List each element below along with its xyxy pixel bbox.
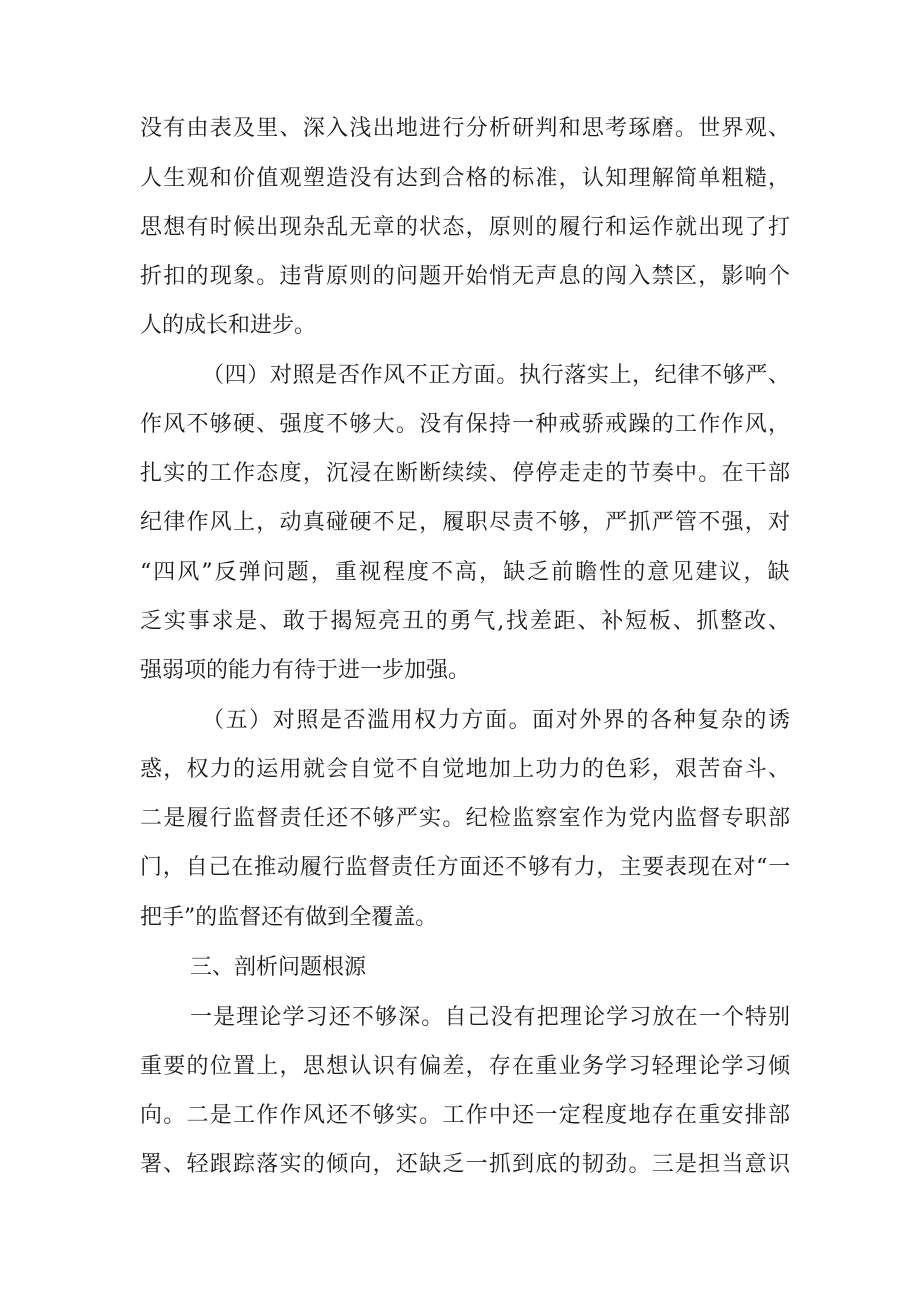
section-heading-five: （五）对照是否滥用权力方面。面对外界的各种复杂的诱 (202, 708, 792, 733)
text-line: 人的成长和进步。 (140, 313, 317, 338)
text-line: 门，自己在推动履行监督责任方面还不够有力，主要表现在对“一 (140, 855, 792, 880)
text-line: 强弱项的能力有待于进一步加强。 (140, 658, 471, 683)
text-line: 折扣的现象。违背原则的问题开始悄无声息的闯入禁区，影响个 (140, 264, 792, 289)
text-line: 一是理论学习还不够深。自己没有把理论学习放在一个特别 (190, 1005, 792, 1030)
text-line: 没有由表及里、深入浅出地进行分析研判和思考琢磨。世界观、 (140, 116, 792, 141)
text-line: 人生观和价值观塑造没有达到合格的标准，认知理解简单粗糙， (140, 166, 792, 191)
text-line: 惑，权力的运用就会自觉不自觉地加上功力的色彩，艰苦奋斗、 (140, 757, 792, 782)
text-line: 扎实的工作态度，沉浸在断断续续、停停走走的节奏中。在干部 (140, 461, 792, 486)
text-line: 向。二是工作作风还不够实。工作中还一定程度地存在重安排部 (140, 1103, 792, 1128)
text-line: “四风”反弹问题，重视程度不高，缺乏前瞻性的意见建议，缺 (140, 560, 792, 585)
chapter-heading: 三、剖析问题根源 (190, 955, 367, 980)
text-line: 二是履行监督责任还不够严实。纪检监察室作为党内监督专职部 (140, 806, 792, 831)
text-line: 纪律作风上，动真碰硬不足，履职尽责不够，严抓严管不强，对 (140, 510, 792, 535)
text-line: 思想有时候出现杂乱无章的状态，原则的履行和运作就出现了打 (140, 215, 792, 240)
text-line: 署、轻跟踪落实的倾向，还缺乏一抓到底的韧劲。三是担当意识 (140, 1152, 792, 1177)
text-line: 作风不够硬、强度不够大。没有保持一种戒骄戒躁的工作作风， (140, 412, 792, 437)
text-line: 乏实事求是、敢于揭短亮丑的勇气,找差距、补短板、抓整改、 (140, 609, 792, 634)
section-heading-four: （四）对照是否作风不正方面。执行落实上，纪律不够严、 (202, 363, 791, 388)
text-line: 把手”的监督还有做到全覆盖。 (140, 905, 438, 930)
text-line: 重要的位置上，思想认识有偏差，存在重业务学习轻理论学习倾 (140, 1054, 792, 1079)
